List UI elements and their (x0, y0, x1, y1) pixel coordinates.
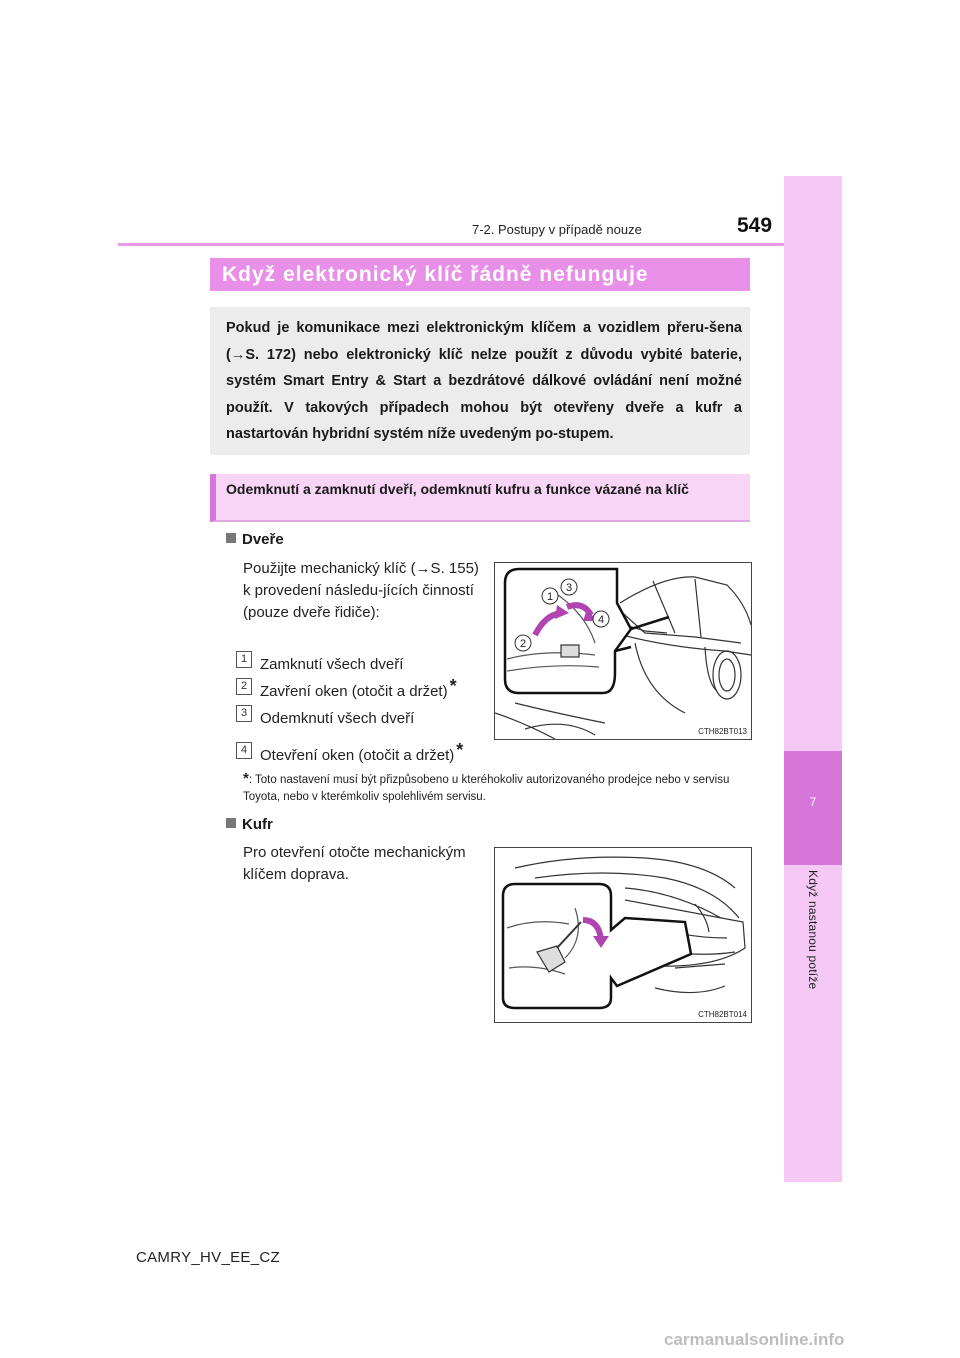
svg-text:2: 2 (519, 638, 527, 650)
footnote-text: : Toto nastavení musí být přizpůsobeno u kteréhokoliv autorizovaného prodejce nebo v servisu Toyota, nebo v kterémkoliv spolehlivém servisu. (243, 774, 730, 803)
chapter-title (786, 870, 840, 1080)
square-bullet-icon (226, 533, 236, 543)
step-asterisk: * (449, 676, 457, 696)
step-number-badge: 2 (236, 678, 252, 695)
step-number-badge: 4 (236, 742, 252, 759)
intro-box (210, 307, 750, 455)
trunk-lock-illustration (494, 847, 752, 1023)
step-label: Odemknutí všech dveří (260, 710, 415, 727)
car-door-drawing (495, 563, 751, 739)
footnote-mark: * (243, 770, 249, 787)
footnote (243, 770, 748, 806)
step-number-badge: 3 (236, 705, 252, 722)
footer-document-code: CAMRY_HV_EE_CZ (136, 1249, 280, 1266)
step-label: Otevření oken (otočit a držet) (260, 747, 455, 764)
watermark: carmanualsonline.info (664, 1330, 845, 1349)
page-number: 549 (737, 214, 773, 237)
step-label: Zavření oken (otočit a držet) (260, 683, 448, 700)
doors-heading (226, 531, 284, 548)
square-bullet-icon (226, 818, 236, 828)
doors-instructions: Použijte mechanický klíč (→S. 155) k provedení následu-jících činností (pouze dveře řidiče): (243, 560, 479, 621)
trunk-instructions: Pro otevření otočte mechanickým klíčem doprava. (243, 844, 466, 883)
chapter-title-text: Když nastanou potíže (806, 870, 820, 990)
header-rule (118, 243, 784, 246)
doors-heading-text: Dveře (242, 531, 284, 548)
step-number-badge: 1 (236, 651, 252, 668)
trunk-heading (226, 816, 273, 833)
trunk-heading-text: Kufr (242, 816, 273, 833)
header-section-title: 7-2. Postupy v případě nouze (472, 222, 642, 237)
main-title: Když elektronický klíč řádně nefunguje (210, 258, 750, 291)
svg-text:3: 3 (565, 582, 573, 594)
intro-text: Pokud je komunikace mezi elektronickým klíčem a vozidlem přeru-šena (→S. 172) nebo elektronický klíč nelze použít z důvodu vybité baterie, systém Smart Entry & Start a bezdrátové dálkové ovládání není možné použít. V takových případech mohou být otevřeny dveře a kufr a nastartován hybridní systém níže uvedeným po-stupem. (226, 320, 742, 442)
svg-text:4: 4 (597, 614, 605, 626)
car-trunk-drawing (495, 848, 751, 1022)
step-asterisk: * (456, 740, 464, 760)
figure-code: CTH82BT013 (698, 727, 747, 736)
subheading: Odemknutí a zamknutí dveří, odemknutí kufru a funkce vázané na klíč (210, 474, 750, 522)
chapter-number: 7 (809, 795, 817, 809)
figure-code: CTH82BT014 (698, 1010, 747, 1019)
door-lock-illustration (494, 562, 752, 740)
step-label: Zamknutí všech dveří (260, 656, 404, 673)
svg-text:1: 1 (546, 591, 554, 603)
